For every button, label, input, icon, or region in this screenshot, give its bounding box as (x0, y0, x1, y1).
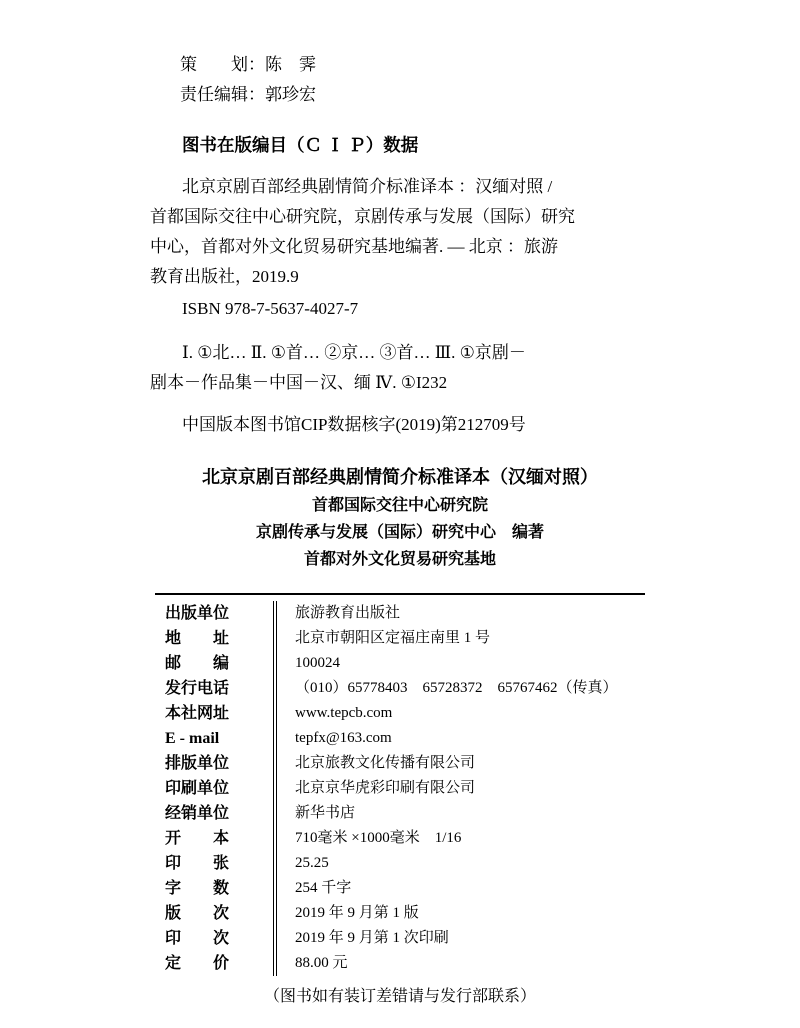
row-label: 出版单位 (165, 605, 230, 622)
cip-classification (150, 338, 670, 398)
row-value: （010）65778403 65728372 65767462（传真） (273, 676, 645, 701)
book-title: 北京京剧百部经典剧情简介标准译本（汉缅对照） (202, 467, 598, 487)
row-label: 经销单位 (165, 805, 230, 822)
row-value: 旅游教育出版社 (273, 601, 645, 626)
row-label: 定 价 (165, 955, 230, 972)
row-label: 印 张 (165, 855, 230, 872)
title-block (0, 462, 800, 573)
table-row (155, 901, 645, 926)
table-row (155, 626, 645, 651)
table-row (155, 651, 645, 676)
row-label: 发行电话 (165, 680, 230, 697)
table-row (155, 951, 645, 976)
row-value: 100024 (273, 651, 645, 676)
row-label: 开 本 (165, 830, 230, 847)
title-sub-lines (0, 492, 800, 573)
table-row (155, 826, 645, 851)
row-value: 710毫米 ×1000毫米 1/16 (273, 826, 645, 851)
classification-line: Ⅰ. ①北… Ⅱ. ①首… ②京… ③首… Ⅲ. ①京剧－ (182, 343, 526, 362)
row-label: 印 次 (165, 930, 230, 947)
title-sub-line: 首都国际交往中心研究院 (311, 497, 488, 514)
cip-paragraph-line: 教育出版社，2019.9 (150, 267, 299, 286)
row-value: 新华书店 (273, 801, 645, 826)
table-row (155, 851, 645, 876)
cip-paragraph-line: 北京京剧百部经典剧情简介标准译本 ：汉缅对照 / (182, 177, 553, 196)
row-label: 排版单位 (165, 755, 230, 772)
row-value: 254 千字 (273, 876, 645, 901)
row-label: E - mail (165, 730, 220, 747)
table-row (155, 676, 645, 701)
row-value: 北京旅教文化传播有限公司 (273, 751, 645, 776)
row-label: 邮 编 (165, 655, 230, 672)
row-value: www.tepcb.com (273, 701, 645, 726)
table-row (155, 876, 645, 901)
row-label: 印刷单位 (165, 780, 230, 797)
row-value: 2019 年 9 月第 1 次印刷 (273, 926, 645, 951)
title-sub-line: 京剧传承与发展（国际）研究中心 编著 (255, 524, 544, 541)
row-value: tepfx@163.com (273, 726, 645, 751)
classification-line: 剧本－作品集－中国－汉、缅 Ⅳ. ①I232 (150, 373, 448, 392)
table-row (155, 601, 645, 626)
cip-record-number: 中国版本图书馆CIP数据核字(2019)第212709号 (182, 415, 526, 434)
publication-table (155, 593, 645, 976)
table-row (155, 751, 645, 776)
cip-paragraph-line: 中心，首都对外文化贸易研究基地编著. — 北京 ：旅游 (150, 237, 558, 256)
row-label: 版 次 (165, 905, 230, 922)
footer-note: （图书如有装订差错请与发行部联系） (263, 988, 536, 1005)
isbn-line: ISBN 978-7-5637-4027-7 (182, 299, 359, 318)
row-value: 25.25 (273, 851, 645, 876)
row-label: 地 址 (165, 630, 230, 647)
row-value: 北京京华虎彩印刷有限公司 (273, 776, 645, 801)
credits (150, 50, 670, 110)
row-label: 本社网址 (165, 705, 230, 722)
table-row (155, 926, 645, 951)
row-label: 字 数 (165, 880, 230, 897)
title-sub-line: 首都对外文化贸易研究基地 (303, 551, 496, 568)
table-row (155, 776, 645, 801)
cip-paragraph (150, 172, 670, 292)
cip-block (0, 0, 670, 440)
credit-line: 责任编辑：郭珍宏 (180, 85, 316, 104)
row-value: 88.00 元 (273, 951, 645, 976)
cip-heading: 图书在版编目（Ｃ Ｉ Ｐ）数据 (182, 135, 419, 155)
row-value: 北京市朝阳区定福庄南里 1 号 (273, 626, 645, 651)
table-row (155, 701, 645, 726)
cip-paragraph-line: 首都国际交往中心研究院，京剧传承与发展（国际）研究 (150, 207, 575, 226)
row-value: 2019 年 9 月第 1 版 (273, 901, 645, 926)
table-row (155, 726, 645, 751)
table-row (155, 801, 645, 826)
credit-line: 策 划：陈 霁 (180, 55, 316, 74)
